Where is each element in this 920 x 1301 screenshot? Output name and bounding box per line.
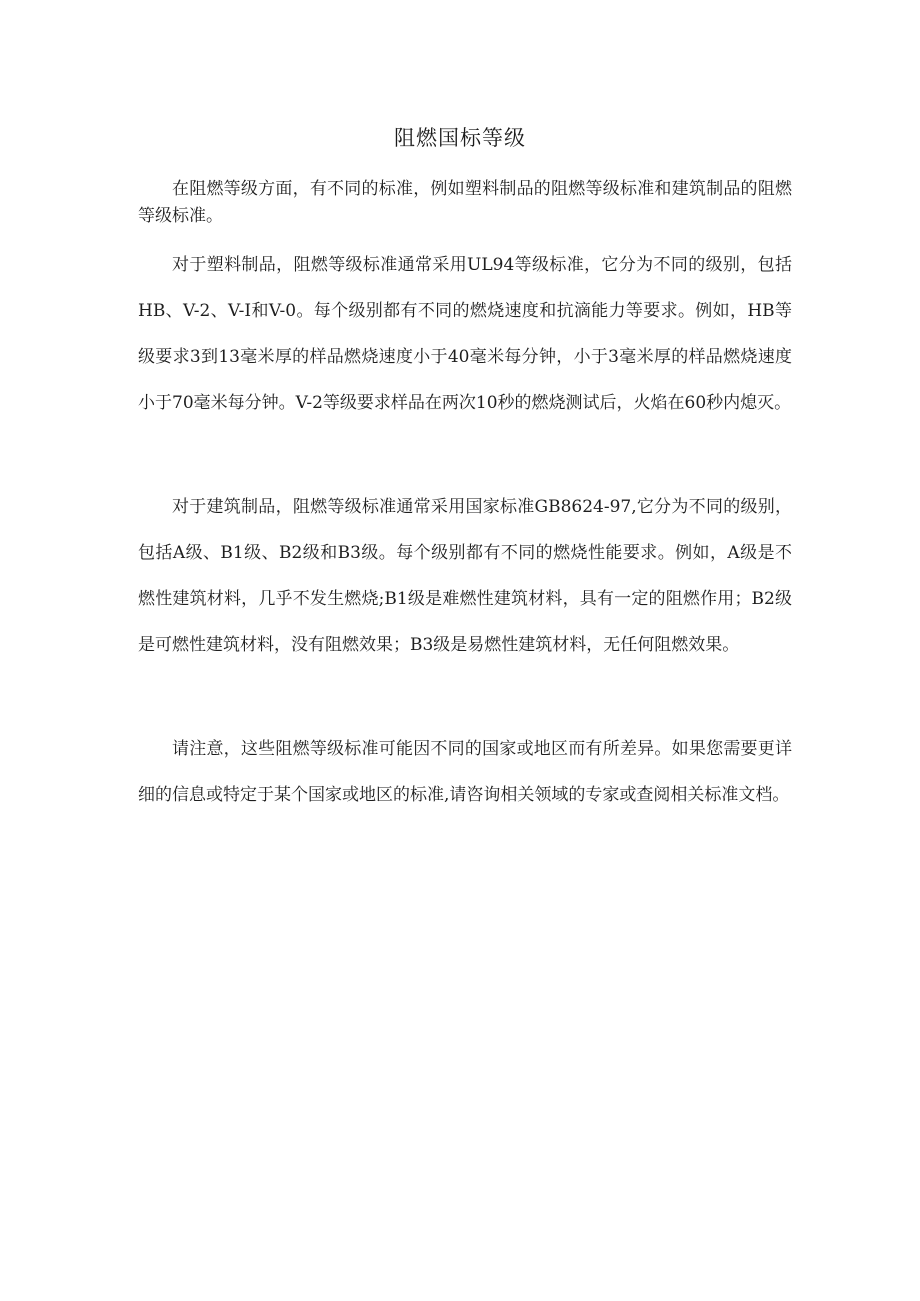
paragraph-intro: 在阻燃等级方面，有不同的标准，例如塑料制品的阻燃等级标准和建筑制品的阻燃等级标准。 xyxy=(138,179,792,226)
paragraph-plastics: 对于塑料制品，阻燃等级标准通常采用UL94等级标准，它分为不同的级别，包括HB、V-2、V-I和V-0。每个级别都有不同的燃烧速度和抗滴能力等要求。例如，HB等级要求3到13毫米厚的样品燃烧速度小于40毫米每分钟，小于3毫米厚的样品燃烧速度小于70毫米每分钟。V-2等级要求样品在两次10秒的燃烧测试后，火焰在60秒内熄灭。 xyxy=(138,255,792,413)
document-title: 阻燃国标等级 xyxy=(394,126,526,150)
paragraph-note: 请注意，这些阻燃等级标准可能因不同的国家或地区而有所差异。如果您需要更详细的信息或特定于某个国家或地区的标准,请咨询相关领域的专家或查阅相关标准文档。 xyxy=(138,739,792,805)
paragraph-building: 对于建筑制品，阻燃等级标准通常采用国家标准GB8624-97,它分为不同的级别，包括A级、B1级、B2级和B3级。每个级别都有不同的燃烧性能要求。例如，A级是不燃性建筑材料，几乎不发生燃烧;B1级是难燃性建筑材料，具有一定的阻燃作用；B2级是可燃性建筑材料，没有阻燃效果；B3级是易燃性建筑材料，无任何阻燃效果。 xyxy=(138,497,792,655)
